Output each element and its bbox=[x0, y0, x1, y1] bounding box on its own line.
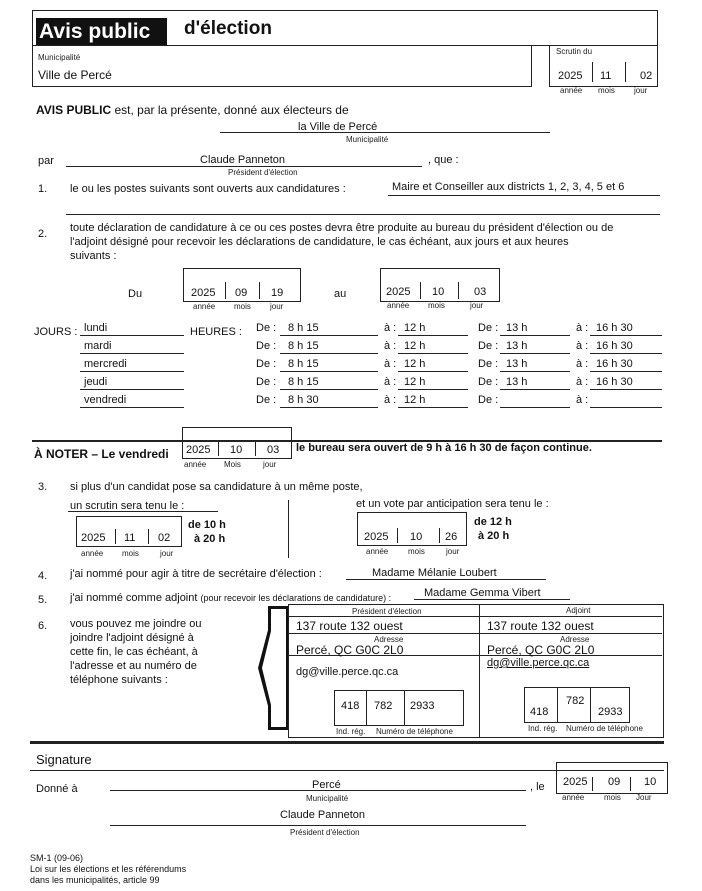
president-city: Percé, QC G0C 2L0 bbox=[296, 643, 404, 657]
a-label: à : bbox=[576, 394, 589, 406]
schedule-de2: 13 h bbox=[506, 340, 528, 352]
adresse-label: Adresse bbox=[374, 635, 404, 644]
footer-code: SM-1 (09-06) bbox=[30, 853, 84, 863]
item3-text: si plus d'un candidat pose sa candidature à un même poste, bbox=[70, 481, 363, 493]
de-label: De : bbox=[478, 376, 499, 388]
anticip-to: à 20 h bbox=[478, 530, 510, 542]
date-label: jour bbox=[446, 547, 460, 556]
de-label: De : bbox=[478, 358, 499, 370]
date-label: mois bbox=[604, 793, 621, 802]
a-label: à : bbox=[384, 322, 397, 334]
item-number: 5. bbox=[38, 594, 48, 606]
intro-line: AVIS PUBLIC est, par la présente, donné aux électeurs de bbox=[36, 103, 349, 117]
footer-article: dans les municipalités, article 99 bbox=[30, 875, 160, 885]
item5-text: j'ai nommé comme adjoint (pour recevoir les déclarations de candidature) : bbox=[70, 592, 392, 604]
title-rest: d'élection bbox=[184, 18, 272, 39]
president-address: 137 route 132 ouest bbox=[296, 619, 403, 633]
schedule-de1: 8 h 15 bbox=[288, 376, 319, 388]
de-label: De : bbox=[478, 394, 499, 406]
to-jour: 03 bbox=[474, 286, 487, 298]
item4-value: Madame Mélanie Loubert bbox=[372, 567, 497, 579]
donne-label: Donné à bbox=[36, 783, 78, 795]
president-label: Président d'élection bbox=[228, 168, 298, 177]
item-number: 3. bbox=[38, 481, 48, 493]
item-number: 1. bbox=[38, 183, 48, 195]
arrow-icon bbox=[258, 606, 290, 730]
date-label: mois bbox=[408, 547, 425, 556]
adresse-label: Adresse bbox=[560, 635, 590, 644]
date-label: Mois bbox=[224, 460, 241, 469]
de-label: De : bbox=[478, 322, 499, 334]
to-annee: 2025 bbox=[386, 286, 411, 298]
date-label: jour bbox=[160, 549, 174, 558]
noter-annee: 2025 bbox=[186, 444, 211, 456]
schedule-de2: 13 h bbox=[506, 358, 528, 370]
noter-label: À NOTER – Le vendredi bbox=[34, 447, 169, 461]
scrutin3-to: à 20 h bbox=[194, 533, 226, 545]
signature-place: Percé bbox=[312, 779, 341, 791]
de-label: De : bbox=[256, 376, 277, 388]
item1-value: Maire et Conseiller aux districts 1, 2, 3, 4, 5 et 6 bbox=[392, 181, 625, 193]
adjoint-address: 137 route 132 ouest bbox=[487, 619, 594, 633]
tel-label: Numéro de téléphone bbox=[566, 724, 643, 733]
scrutin3-from: de 10 h bbox=[188, 519, 226, 531]
schedule-a2: 16 h 30 bbox=[596, 322, 633, 334]
item6-line: cette fin, le cas échéant, à bbox=[70, 646, 198, 658]
schedule-a1: 12 h bbox=[404, 322, 426, 334]
item5-value: Madame Gemma Vibert bbox=[424, 587, 541, 599]
scrutin3-jour: 02 bbox=[158, 532, 171, 544]
intro-president: Claude Panneton bbox=[200, 154, 286, 166]
date-label: jour bbox=[470, 301, 484, 310]
schedule-de2: 13 h bbox=[506, 322, 528, 334]
signature-annee: 2025 bbox=[563, 776, 588, 788]
phone-ind: 418 bbox=[341, 700, 360, 712]
item4-text: j'ai nommé pour agir à titre de secrétaire d'élection : bbox=[70, 568, 322, 580]
phone-ind: 418 bbox=[530, 706, 549, 718]
scrutin-mois: 11 bbox=[600, 70, 612, 82]
schedule-de1: 8 h 15 bbox=[288, 340, 319, 352]
date-label: jour bbox=[263, 460, 277, 469]
title-box: Avis public bbox=[36, 18, 167, 45]
date-label: année bbox=[81, 549, 104, 558]
schedule-de1: 8 h 15 bbox=[288, 322, 319, 334]
anticip-mois: 10 bbox=[410, 531, 423, 543]
scrutin-label: Scrutin du bbox=[556, 47, 593, 56]
a-label: à : bbox=[384, 358, 397, 370]
date-label: mois bbox=[122, 549, 139, 558]
schedule-de1: 8 h 15 bbox=[288, 358, 319, 370]
phone-part: 782 bbox=[566, 695, 585, 707]
a-label: à : bbox=[576, 376, 589, 388]
le-label: , le bbox=[530, 781, 545, 793]
date-label: année bbox=[560, 86, 583, 95]
ind-label: Ind. rég. bbox=[528, 724, 558, 733]
item1-text: le ou les postes suivants sont ouverts aux candidatures : bbox=[70, 183, 346, 195]
de-label: De : bbox=[256, 394, 277, 406]
date-label: année bbox=[387, 301, 410, 310]
scrutin-jour: 02 bbox=[640, 70, 653, 82]
noter-mois: 10 bbox=[230, 444, 243, 456]
president-title: Président d'élection bbox=[352, 607, 422, 616]
ind-label: Ind. rég. bbox=[336, 727, 366, 736]
schedule-day: mardi bbox=[84, 340, 112, 352]
noter-jour: 03 bbox=[267, 444, 280, 456]
adjoint-email[interactable]: dg@ville.perce.qc.ca bbox=[487, 657, 590, 669]
municipality-label: Municipalité bbox=[306, 794, 349, 803]
de-label: De : bbox=[478, 340, 499, 352]
president-label: Président d'élection bbox=[290, 828, 360, 837]
anticip-jour: 26 bbox=[445, 531, 458, 543]
schedule-a1: 12 h bbox=[404, 394, 426, 406]
from-annee: 2025 bbox=[191, 287, 216, 299]
scrutin-text: un scrutin sera tenu le : bbox=[70, 500, 185, 512]
phone-part: 2933 bbox=[410, 700, 435, 712]
phone-part: 2933 bbox=[598, 706, 623, 718]
item-number: 6. bbox=[38, 620, 48, 632]
scrutin3-annee: 2025 bbox=[81, 532, 106, 544]
par-label: par bbox=[38, 155, 54, 167]
date-label: mois bbox=[234, 302, 251, 311]
signature-mois: 09 bbox=[608, 776, 621, 788]
phone-part: 782 bbox=[374, 700, 393, 712]
a-label: à : bbox=[576, 340, 589, 352]
a-label: à : bbox=[384, 340, 397, 352]
scrutin3-mois: 11 bbox=[124, 532, 136, 544]
du-label: Du bbox=[128, 288, 143, 300]
item-number: 4. bbox=[38, 570, 48, 582]
de-label: De : bbox=[256, 358, 277, 370]
date-label: année bbox=[184, 460, 207, 469]
schedule-a1: 12 h bbox=[404, 376, 426, 388]
date-label: année bbox=[562, 793, 585, 802]
schedule-day: mercredi bbox=[84, 358, 127, 370]
schedule-a2: 16 h 30 bbox=[596, 358, 633, 370]
date-label: mois bbox=[598, 86, 615, 95]
signature-name: Claude Panneton bbox=[280, 809, 366, 821]
anticip-annee: 2025 bbox=[364, 531, 389, 543]
to-mois: 10 bbox=[432, 286, 445, 298]
que-label: , que : bbox=[428, 154, 459, 166]
a-label: à : bbox=[384, 394, 397, 406]
footer-law: Loi sur les élections et les référendums bbox=[30, 864, 187, 874]
scrutin-annee: 2025 bbox=[558, 70, 583, 82]
from-mois: 09 bbox=[235, 287, 248, 299]
schedule-day: vendredi bbox=[84, 394, 127, 406]
municipality-value: Ville de Percé bbox=[38, 68, 112, 82]
schedule-a1: 12 h bbox=[404, 358, 426, 370]
au-label: au bbox=[334, 288, 347, 300]
item-number: 2. bbox=[38, 228, 48, 240]
president-email[interactable]: dg@ville.perce.qc.ca bbox=[296, 666, 399, 678]
item2-line2: l'adjoint désigné pour recevoir les déclarations de candidature, le cas échéant, aux jours et aux heures bbox=[70, 236, 569, 248]
date-label: année bbox=[193, 302, 216, 311]
schedule-day: lundi bbox=[84, 322, 108, 334]
anticip-from: de 12 h bbox=[474, 516, 512, 528]
adjoint-city: Percé, QC G0C 2L0 bbox=[487, 643, 595, 657]
item6-line: l'adresse et au numéro de bbox=[70, 660, 197, 672]
signature-title: Signature bbox=[36, 752, 92, 767]
jours-label: JOURS : bbox=[34, 326, 78, 338]
schedule-day: jeudi bbox=[84, 376, 108, 388]
intro-municipality: la Ville de Percé bbox=[298, 121, 378, 133]
de-label: De : bbox=[256, 322, 277, 334]
schedule-de2: 13 h bbox=[506, 376, 528, 388]
schedule-a2: 16 h 30 bbox=[596, 340, 633, 352]
anticip-text: et un vote par anticipation sera tenu le : bbox=[356, 498, 549, 510]
heures-label: HEURES : bbox=[190, 326, 242, 338]
intro-municipality-label: Municipalité bbox=[346, 135, 389, 144]
item6-line: vous pouvez me joindre ou bbox=[70, 618, 202, 630]
item6-line: téléphone suivants : bbox=[70, 674, 168, 686]
municipality-label: Municipalité bbox=[38, 53, 81, 62]
noter-text: le bureau sera ouvert de 9 h à 16 h 30 de façon continue. bbox=[296, 442, 592, 454]
a-label: à : bbox=[384, 376, 397, 388]
item2-line1: toute déclaration de candidature à ce ou ces postes devra être produite au bureau du président d'élection ou de bbox=[70, 222, 614, 234]
a-label: à : bbox=[576, 322, 589, 334]
tel-label: Numéro de téléphone bbox=[376, 727, 453, 736]
schedule-de1: 8 h 30 bbox=[288, 394, 319, 406]
schedule-a1: 12 h bbox=[404, 340, 426, 352]
date-label: Jour bbox=[636, 793, 652, 802]
from-jour: 19 bbox=[271, 287, 284, 299]
item6-line: joindre l'adjoint désigné à bbox=[70, 632, 194, 644]
date-label: mois bbox=[428, 301, 445, 310]
signature-jour: 10 bbox=[644, 776, 657, 788]
date-label: jour bbox=[270, 302, 284, 311]
date-label: année bbox=[366, 547, 389, 556]
schedule-a2: 16 h 30 bbox=[596, 376, 633, 388]
a-label: à : bbox=[576, 358, 589, 370]
item2-line3: suivants : bbox=[70, 250, 117, 262]
date-label: jour bbox=[634, 86, 648, 95]
adjoint-title: Adjoint bbox=[566, 606, 591, 615]
de-label: De : bbox=[256, 340, 277, 352]
